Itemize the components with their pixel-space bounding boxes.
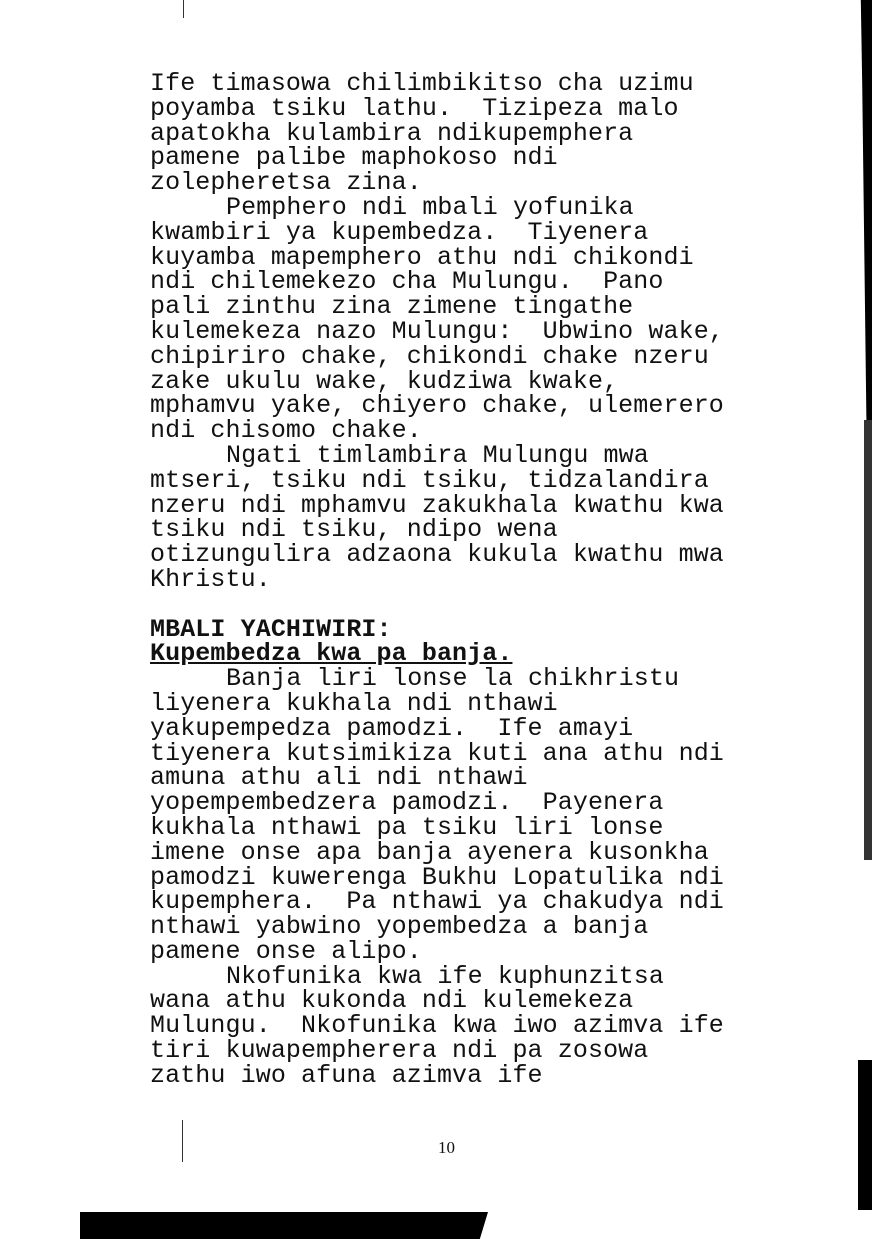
- text-line: pamene onse alipo.: [150, 936, 422, 966]
- text-line: zathu iwo afuna azimva ife: [150, 1060, 543, 1090]
- text-line: pamene palibe maphokoso ndi: [150, 143, 558, 173]
- text-line: Mulungu. Nkofunika kwa iwo azimva ife: [150, 1011, 724, 1041]
- text-line: imene onse apa banja ayenera kusonkha: [150, 837, 709, 867]
- text-line: zake ukulu wake, kudziwa kwake,: [150, 366, 619, 396]
- text-line: pamodzi kuwerenga Bukhu Lopatulika ndi: [150, 862, 724, 892]
- text-line: otizungulira adzaona kukula kwathu mwa: [150, 540, 724, 570]
- text-line: kupemphera. Pa nthawi ya chakudya ndi: [150, 887, 724, 917]
- page-number: 10: [438, 1138, 455, 1157]
- text-line: wana athu kukonda ndi kulemekeza: [150, 986, 634, 1016]
- text-line: yopempembedzera pamodzi. Payenera: [150, 788, 664, 818]
- text-line: kukhala nthawi pa tsiku liri lonse: [150, 812, 664, 842]
- text-line: zolepheretsa zina.: [150, 168, 422, 198]
- text-line: Khristu.: [150, 564, 271, 594]
- text-line: tsiku ndi tsiku, ndipo wena: [150, 515, 558, 545]
- text-line: pali zinthu zina zimene tingathe: [150, 292, 634, 322]
- text-line: kwambiri ya kupembedza. Tiyenera: [150, 217, 649, 247]
- scan-bottom-shadow: [80, 1212, 488, 1239]
- text-line: mtseri, tsiku ndi tsiku, tidzalandira: [150, 465, 709, 495]
- text-line: ndi chilemekezo cha Mulungu. Pano: [150, 267, 664, 297]
- text-line: liyenera kukhala ndi nthawi: [150, 688, 558, 718]
- text-line: Ngati timlambira Mulungu mwa: [226, 440, 649, 470]
- section-subheading: Kupembedza kwa pa banja.: [150, 639, 513, 669]
- text-line: nzeru ndi mphamvu zakukhala kwathu kwa: [150, 490, 724, 520]
- text-line: [150, 593, 724, 618]
- scan-edge-shadow: [858, 0, 872, 420]
- text-line: Pemphero ndi mbali yofunika: [226, 192, 634, 222]
- text-line: Nkofunika kwa ife kuphunzitsa: [226, 961, 664, 991]
- text-line: tiyenera kutsimikiza kuti ana athu ndi: [150, 738, 724, 768]
- text-line: ndi chisomo chake.: [150, 416, 422, 446]
- text-line: Ife timasowa chilimbikitso cha uzimu: [150, 69, 694, 98]
- text-line: Banja liri lonse la chikhristu: [226, 664, 680, 694]
- text-line: amuna athu ali ndi nthawi: [150, 763, 528, 793]
- text-line: apatokha kulambira ndikupemphera: [150, 118, 634, 148]
- section-heading: MBALI YACHIWIRI:: [150, 614, 392, 644]
- text-line: nthawi yabwino yopembedza a banja: [150, 912, 649, 942]
- scan-artifact-line: [182, 1120, 183, 1162]
- text-line: tiri kuwapempherera ndi pa zosowa: [150, 1036, 649, 1066]
- scan-edge-shadow: [864, 420, 872, 860]
- text-line: poyamba tsiku lathu. Tizipeza malo: [150, 93, 679, 123]
- scan-edge-shadow: [858, 1060, 872, 1210]
- scan-artifact-line: [183, 0, 184, 18]
- text-line: kulemekeza nazo Mulungu: Ubwino wake,: [150, 316, 724, 346]
- text-line: kuyamba mapemphero athu ndi chikondi: [150, 242, 694, 272]
- text-line: mphamvu yake, chiyero chake, ulemerero: [150, 391, 724, 421]
- document-body: [150, 69, 724, 1090]
- text-line: yakupempedza pamodzi. Ife amayi: [150, 713, 634, 743]
- text-line: chipiriro chake, chikondi chake nzeru: [150, 341, 709, 371]
